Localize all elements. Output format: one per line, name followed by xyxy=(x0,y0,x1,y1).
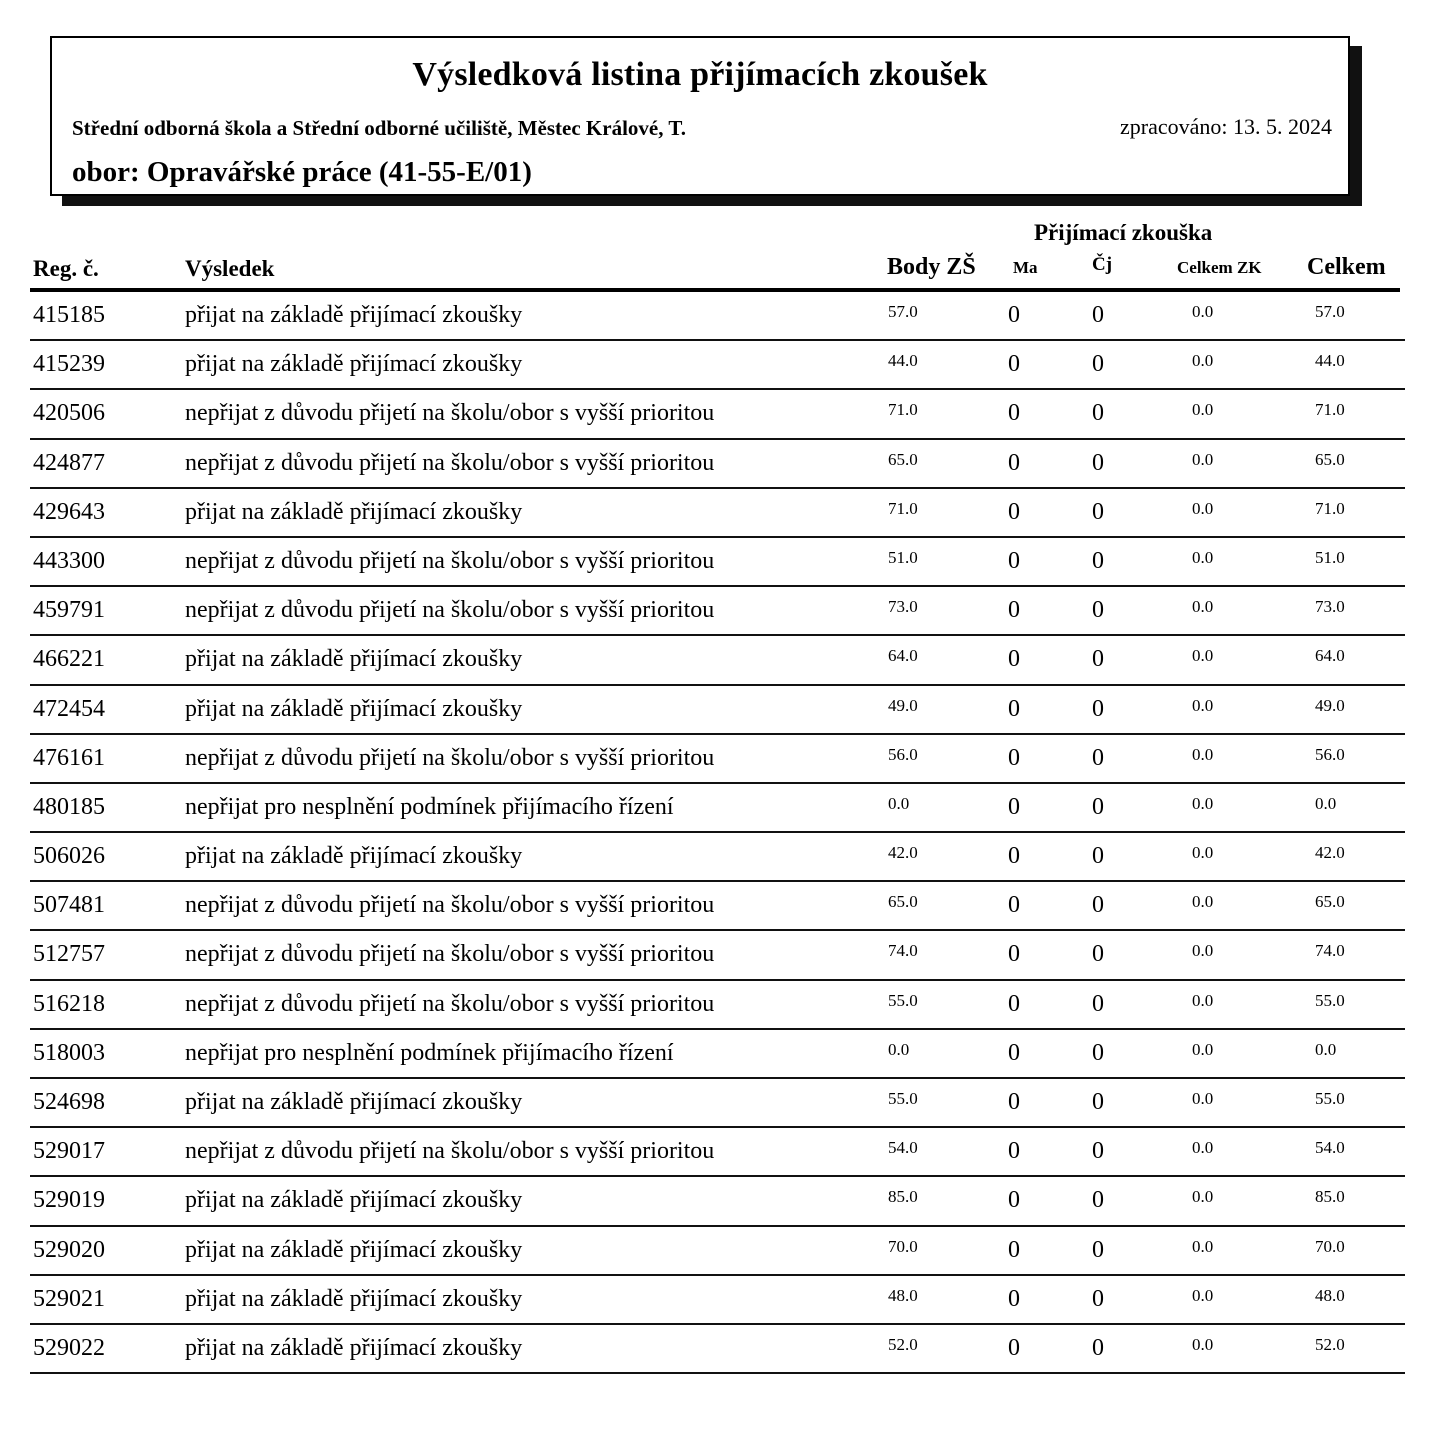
table-row xyxy=(30,981,1405,1030)
table-row xyxy=(30,390,1405,439)
cj-cell: 0 xyxy=(1092,793,1104,820)
celkem-zk-cell: 0.0 xyxy=(1192,498,1214,518)
reg-number-cell: 512757 xyxy=(33,941,105,968)
celkem-cell: 0.0 xyxy=(1315,793,1337,813)
ma-cell: 0 xyxy=(1008,449,1020,476)
table-row xyxy=(30,882,1405,931)
ma-cell: 0 xyxy=(1008,1089,1020,1115)
body-zs-cell: 71.0 xyxy=(888,400,918,420)
table-row xyxy=(30,440,1405,489)
celkem-cell: 55.0 xyxy=(1315,990,1345,1010)
celkem-cell: 74.0 xyxy=(1315,941,1345,961)
cj-cell: 0 xyxy=(1092,695,1104,722)
celkem-zk-cell: 0.0 xyxy=(1192,892,1214,912)
result-cell: nepřijat z důvodu přijetí na školu/obor s vyšší prioritou xyxy=(185,547,715,574)
ma-cell: 0 xyxy=(1008,1236,1020,1263)
cj-cell: 0 xyxy=(1092,892,1104,919)
cj-cell: 0 xyxy=(1092,990,1104,1017)
ma-cell: 0 xyxy=(1008,1187,1020,1214)
reg-number-cell: 443300 xyxy=(33,547,105,574)
celkem-zk-cell: 0.0 xyxy=(1192,1187,1214,1207)
table-row xyxy=(30,833,1405,882)
result-cell: přijat na základě přijímací zkoušky xyxy=(185,498,523,525)
table-row xyxy=(30,735,1405,784)
celkem-zk-cell: 0.0 xyxy=(1192,1334,1214,1354)
reg-number-cell: 529019 xyxy=(33,1187,105,1214)
ma-cell: 0 xyxy=(1008,1138,1020,1165)
celkem-cell: 85.0 xyxy=(1315,1187,1345,1207)
cj-cell: 0 xyxy=(1092,449,1104,476)
celkem-cell: 0.0 xyxy=(1315,1039,1337,1059)
reg-number-cell: 472454 xyxy=(33,695,105,722)
column-header-celkem: Celkem xyxy=(1307,254,1386,280)
result-cell: přijat na základě přijímací zkoušky xyxy=(185,302,523,328)
result-cell: nepřijat z důvodu přijetí na školu/obor s vyšší prioritou xyxy=(185,1138,715,1165)
celkem-zk-cell: 0.0 xyxy=(1192,449,1214,469)
celkem-zk-cell: 0.0 xyxy=(1192,744,1214,764)
result-cell: nepřijat z důvodu přijetí na školu/obor s vyšší prioritou xyxy=(185,400,715,427)
results-table-body xyxy=(30,292,1405,1374)
ma-cell: 0 xyxy=(1008,744,1020,771)
celkem-zk-cell: 0.0 xyxy=(1192,351,1214,371)
reg-number-cell: 459791 xyxy=(33,597,105,624)
ma-cell: 0 xyxy=(1008,302,1020,328)
ma-cell: 0 xyxy=(1008,547,1020,574)
result-cell: přijat na základě přijímací zkoušky xyxy=(185,351,523,378)
cj-cell: 0 xyxy=(1092,547,1104,574)
table-row xyxy=(30,1325,1405,1374)
celkem-zk-cell: 0.0 xyxy=(1192,1236,1214,1256)
column-header-result: Výsledek xyxy=(185,256,275,281)
header-box xyxy=(50,36,1350,196)
result-cell: nepřijat pro nesplnění podmínek přijímacího řízení xyxy=(185,793,674,820)
ma-cell: 0 xyxy=(1008,646,1020,673)
ma-cell: 0 xyxy=(1008,941,1020,968)
table-row xyxy=(30,1030,1405,1079)
result-cell: nepřijat z důvodu přijetí na školu/obor s vyšší prioritou xyxy=(185,892,715,919)
body-zs-cell: 65.0 xyxy=(888,449,918,469)
celkem-zk-cell: 0.0 xyxy=(1192,793,1214,813)
celkem-zk-cell: 0.0 xyxy=(1192,1138,1214,1158)
celkem-zk-cell: 0.0 xyxy=(1192,941,1214,961)
celkem-zk-cell: 0.0 xyxy=(1192,597,1214,617)
result-cell: přijat na základě přijímací zkoušky xyxy=(185,1089,523,1115)
cj-cell: 0 xyxy=(1092,597,1104,624)
body-zs-cell: 52.0 xyxy=(888,1334,918,1354)
celkem-cell: 48.0 xyxy=(1315,1285,1345,1305)
body-zs-cell: 42.0 xyxy=(888,843,918,863)
celkem-zk-cell: 0.0 xyxy=(1192,302,1214,321)
reg-number-cell: 476161 xyxy=(33,744,105,771)
cj-cell: 0 xyxy=(1092,1334,1104,1361)
body-zs-cell: 54.0 xyxy=(888,1138,918,1158)
celkem-zk-cell: 0.0 xyxy=(1192,400,1214,420)
result-cell: přijat na základě přijímací zkoušky xyxy=(185,695,523,722)
body-zs-cell: 48.0 xyxy=(888,1285,918,1305)
celkem-cell: 65.0 xyxy=(1315,892,1345,912)
reg-number-cell: 516218 xyxy=(33,990,105,1017)
ma-cell: 0 xyxy=(1008,843,1020,870)
result-cell: nepřijat z důvodu přijetí na školu/obor s vyšší prioritou xyxy=(185,744,715,771)
ma-cell: 0 xyxy=(1008,498,1020,525)
result-cell: přijat na základě přijímací zkoušky xyxy=(185,843,523,870)
table-row xyxy=(30,1079,1405,1128)
body-zs-cell: 85.0 xyxy=(888,1187,918,1207)
document-title: Výsledková listina přijímacích zkoušek xyxy=(412,56,988,93)
result-cell: přijat na základě přijímací zkoušky xyxy=(185,646,523,673)
celkem-cell: 57.0 xyxy=(1315,302,1345,321)
result-cell: přijat na základě přijímací zkoušky xyxy=(185,1236,523,1263)
column-header-reg: Reg. č. xyxy=(33,256,99,281)
body-zs-cell: 74.0 xyxy=(888,941,918,961)
column-header-ma: Ma xyxy=(1013,258,1038,277)
table-row xyxy=(30,292,1405,341)
celkem-cell: 44.0 xyxy=(1315,351,1345,371)
celkem-cell: 42.0 xyxy=(1315,843,1345,863)
column-header-celkem-zk: Celkem ZK xyxy=(1177,258,1262,277)
ma-cell: 0 xyxy=(1008,990,1020,1017)
result-cell: nepřijat z důvodu přijetí na školu/obor s vyšší prioritou xyxy=(185,941,715,968)
celkem-cell: 49.0 xyxy=(1315,695,1345,715)
reg-number-cell: 529017 xyxy=(33,1138,105,1165)
body-zs-cell: 57.0 xyxy=(888,302,918,321)
field-of-study: obor: Opravářské práce (41-55-E/01) xyxy=(72,156,532,188)
ma-cell: 0 xyxy=(1008,695,1020,722)
reg-number-cell: 507481 xyxy=(33,892,105,919)
celkem-cell: 70.0 xyxy=(1315,1236,1345,1256)
cj-cell: 0 xyxy=(1092,302,1104,328)
ma-cell: 0 xyxy=(1008,400,1020,427)
reg-number-cell: 529022 xyxy=(33,1334,105,1361)
table-row xyxy=(30,1276,1405,1325)
cj-cell: 0 xyxy=(1092,1138,1104,1165)
result-cell: přijat na základě přijímací zkoušky xyxy=(185,1285,523,1312)
table-row xyxy=(30,931,1405,980)
ma-cell: 0 xyxy=(1008,892,1020,919)
table-row xyxy=(30,1128,1405,1177)
reg-number-cell: 429643 xyxy=(33,498,105,525)
table-row xyxy=(30,587,1405,636)
cj-cell: 0 xyxy=(1092,1236,1104,1263)
ma-cell: 0 xyxy=(1008,793,1020,820)
result-cell: nepřijat z důvodu přijetí na školu/obor s vyšší prioritou xyxy=(185,597,715,624)
celkem-cell: 73.0 xyxy=(1315,597,1345,617)
body-zs-cell: 44.0 xyxy=(888,351,918,371)
result-cell: přijat na základě přijímací zkoušky xyxy=(185,1334,523,1361)
celkem-cell: 52.0 xyxy=(1315,1334,1345,1354)
celkem-cell: 71.0 xyxy=(1315,498,1345,518)
celkem-zk-cell: 0.0 xyxy=(1192,547,1214,567)
cj-cell: 0 xyxy=(1092,646,1104,673)
cj-cell: 0 xyxy=(1092,498,1104,525)
celkem-zk-cell: 0.0 xyxy=(1192,1285,1214,1305)
body-zs-cell: 0.0 xyxy=(888,1039,910,1059)
reg-number-cell: 524698 xyxy=(33,1089,105,1115)
body-zs-cell: 51.0 xyxy=(888,547,918,567)
reg-number-cell: 415185 xyxy=(33,302,105,328)
reg-number-cell: 529021 xyxy=(33,1285,105,1312)
reg-number-cell: 424877 xyxy=(33,449,105,476)
column-header-cj: Čj xyxy=(1092,254,1113,275)
body-zs-cell: 55.0 xyxy=(888,1089,918,1108)
celkem-cell: 54.0 xyxy=(1315,1138,1345,1158)
reg-number-cell: 529020 xyxy=(33,1236,105,1263)
table-row xyxy=(30,1177,1405,1226)
body-zs-cell: 55.0 xyxy=(888,990,918,1010)
celkem-cell: 55.0 xyxy=(1315,1089,1345,1108)
ma-cell: 0 xyxy=(1008,351,1020,378)
ma-cell: 0 xyxy=(1008,597,1020,624)
cj-cell: 0 xyxy=(1092,1039,1104,1066)
body-zs-cell: 0.0 xyxy=(888,793,910,813)
reg-number-cell: 420506 xyxy=(33,400,105,427)
cj-cell: 0 xyxy=(1092,351,1104,378)
table-row xyxy=(30,538,1405,587)
cj-cell: 0 xyxy=(1092,941,1104,968)
celkem-zk-cell: 0.0 xyxy=(1192,1039,1214,1059)
processed-date: zpracováno: 13. 5. 2024 xyxy=(1120,114,1332,139)
table-row xyxy=(30,1227,1405,1276)
cj-cell: 0 xyxy=(1092,744,1104,771)
body-zs-cell: 64.0 xyxy=(888,646,918,666)
cj-cell: 0 xyxy=(1092,1089,1104,1115)
celkem-cell: 71.0 xyxy=(1315,400,1345,420)
celkem-cell: 51.0 xyxy=(1315,547,1345,567)
cj-cell: 0 xyxy=(1092,843,1104,870)
ma-cell: 0 xyxy=(1008,1039,1020,1066)
body-zs-cell: 49.0 xyxy=(888,695,918,715)
table-row xyxy=(30,341,1405,390)
cj-cell: 0 xyxy=(1092,1187,1104,1214)
ma-cell: 0 xyxy=(1008,1334,1020,1361)
celkem-zk-cell: 0.0 xyxy=(1192,843,1214,863)
reg-number-cell: 506026 xyxy=(33,843,105,870)
reg-number-cell: 480185 xyxy=(33,793,105,820)
reg-number-cell: 518003 xyxy=(33,1039,105,1066)
body-zs-cell: 56.0 xyxy=(888,744,918,764)
body-zs-cell: 65.0 xyxy=(888,892,918,912)
table-row xyxy=(30,489,1405,538)
celkem-zk-cell: 0.0 xyxy=(1192,695,1214,715)
result-cell: nepřijat z důvodu přijetí na školu/obor s vyšší prioritou xyxy=(185,990,715,1017)
body-zs-cell: 70.0 xyxy=(888,1236,918,1256)
cj-cell: 0 xyxy=(1092,400,1104,427)
ma-cell: 0 xyxy=(1008,1285,1020,1312)
school-name: Střední odborná škola a Střední odborné učiliště, Městec Králové, T. xyxy=(72,116,687,140)
table-row xyxy=(30,784,1405,833)
celkem-cell: 56.0 xyxy=(1315,744,1345,764)
result-cell: nepřijat z důvodu přijetí na školu/obor s vyšší prioritou xyxy=(185,449,715,476)
reg-number-cell: 415239 xyxy=(33,351,105,378)
reg-number-cell: 466221 xyxy=(33,646,105,673)
column-header-body-zs: Body ZŠ xyxy=(887,254,976,280)
result-cell: přijat na základě přijímací zkoušky xyxy=(185,1187,523,1214)
celkem-zk-cell: 0.0 xyxy=(1192,990,1214,1010)
celkem-zk-cell: 0.0 xyxy=(1192,1089,1214,1108)
body-zs-cell: 71.0 xyxy=(888,498,918,518)
table-row xyxy=(30,686,1405,735)
body-zs-cell: 73.0 xyxy=(888,597,918,617)
celkem-zk-cell: 0.0 xyxy=(1192,646,1214,666)
result-cell: nepřijat pro nesplnění podmínek přijímacího řízení xyxy=(185,1039,674,1066)
table-row xyxy=(30,636,1405,685)
entrance-exam-group-header: Přijímací zkouška xyxy=(1034,220,1213,245)
celkem-cell: 65.0 xyxy=(1315,449,1345,469)
celkem-cell: 64.0 xyxy=(1315,646,1345,666)
cj-cell: 0 xyxy=(1092,1285,1104,1312)
